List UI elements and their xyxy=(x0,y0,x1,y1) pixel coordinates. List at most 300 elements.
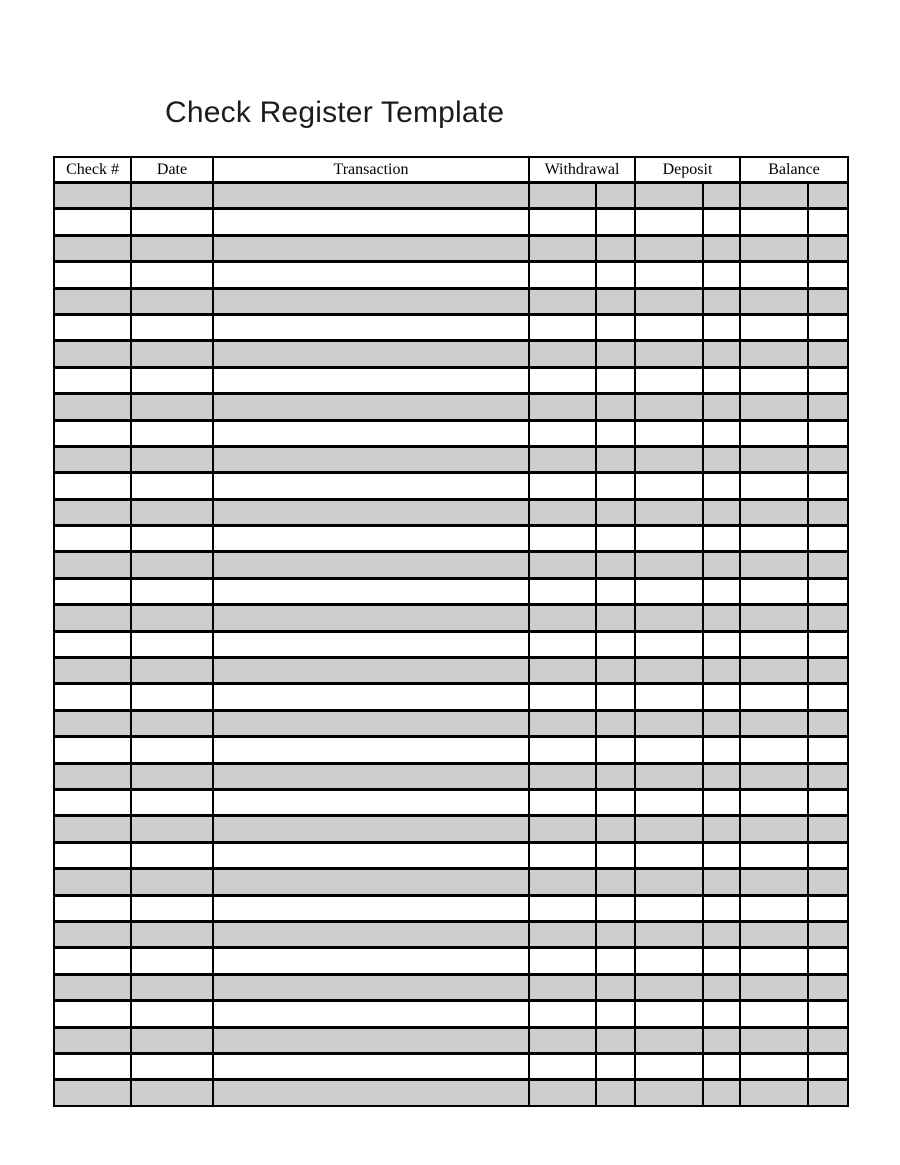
register-cell-empty[interactable] xyxy=(703,262,740,288)
register-cell-empty[interactable] xyxy=(808,948,848,974)
register-cell-empty[interactable] xyxy=(635,1001,703,1027)
register-cell-empty[interactable] xyxy=(54,446,131,472)
register-cell-empty[interactable] xyxy=(131,341,213,367)
register-cell-empty[interactable] xyxy=(596,842,635,868)
register-cell-empty[interactable] xyxy=(635,473,703,499)
register-cell-empty[interactable] xyxy=(529,737,596,763)
register-cell-empty[interactable] xyxy=(635,499,703,525)
register-cell-empty[interactable] xyxy=(740,341,808,367)
register-cell-empty[interactable] xyxy=(703,552,740,578)
register-cell-empty[interactable] xyxy=(131,605,213,631)
register-cell-empty[interactable] xyxy=(808,737,848,763)
register-cell-empty[interactable] xyxy=(213,420,529,446)
register-cell-empty[interactable] xyxy=(740,895,808,921)
register-cell-empty[interactable] xyxy=(54,895,131,921)
register-cell-empty[interactable] xyxy=(596,1080,635,1106)
register-cell-empty[interactable] xyxy=(703,1080,740,1106)
register-cell-empty[interactable] xyxy=(703,314,740,340)
register-cell-empty[interactable] xyxy=(213,578,529,604)
register-cell-empty[interactable] xyxy=(740,314,808,340)
register-cell-empty[interactable] xyxy=(131,1001,213,1027)
register-cell-empty[interactable] xyxy=(596,789,635,815)
register-cell-empty[interactable] xyxy=(635,552,703,578)
register-cell-empty[interactable] xyxy=(131,526,213,552)
register-cell-empty[interactable] xyxy=(635,1080,703,1106)
register-cell-empty[interactable] xyxy=(635,1053,703,1079)
register-cell-empty[interactable] xyxy=(54,552,131,578)
register-cell-empty[interactable] xyxy=(529,209,596,235)
register-cell-empty[interactable] xyxy=(596,763,635,789)
register-cell-empty[interactable] xyxy=(808,658,848,684)
register-cell-empty[interactable] xyxy=(596,895,635,921)
register-cell-empty[interactable] xyxy=(740,526,808,552)
register-cell-empty[interactable] xyxy=(635,710,703,736)
register-cell-empty[interactable] xyxy=(703,578,740,604)
register-cell-empty[interactable] xyxy=(596,209,635,235)
register-cell-empty[interactable] xyxy=(529,684,596,710)
register-cell-empty[interactable] xyxy=(808,262,848,288)
register-cell-empty[interactable] xyxy=(131,367,213,393)
register-cell-empty[interactable] xyxy=(596,869,635,895)
register-cell-empty[interactable] xyxy=(596,262,635,288)
register-cell-empty[interactable] xyxy=(808,921,848,947)
register-cell-empty[interactable] xyxy=(703,710,740,736)
register-cell-empty[interactable] xyxy=(703,183,740,209)
register-cell-empty[interactable] xyxy=(808,789,848,815)
register-cell-empty[interactable] xyxy=(635,1027,703,1053)
register-cell-empty[interactable] xyxy=(703,869,740,895)
register-cell-empty[interactable] xyxy=(131,314,213,340)
register-cell-empty[interactable] xyxy=(596,658,635,684)
register-cell-empty[interactable] xyxy=(596,1053,635,1079)
register-cell-empty[interactable] xyxy=(131,1053,213,1079)
register-cell-empty[interactable] xyxy=(740,446,808,472)
register-cell-empty[interactable] xyxy=(596,948,635,974)
register-cell-empty[interactable] xyxy=(529,789,596,815)
register-cell-empty[interactable] xyxy=(54,816,131,842)
register-cell-empty[interactable] xyxy=(808,605,848,631)
register-cell-empty[interactable] xyxy=(596,1027,635,1053)
register-cell-empty[interactable] xyxy=(131,209,213,235)
register-cell-empty[interactable] xyxy=(635,895,703,921)
register-cell-empty[interactable] xyxy=(808,842,848,868)
register-cell-empty[interactable] xyxy=(596,710,635,736)
register-cell-empty[interactable] xyxy=(213,974,529,1000)
register-cell-empty[interactable] xyxy=(529,394,596,420)
register-cell-empty[interactable] xyxy=(808,1080,848,1106)
register-cell-empty[interactable] xyxy=(131,183,213,209)
register-cell-empty[interactable] xyxy=(131,842,213,868)
register-cell-empty[interactable] xyxy=(54,763,131,789)
register-cell-empty[interactable] xyxy=(213,235,529,261)
register-cell-empty[interactable] xyxy=(635,789,703,815)
register-cell-empty[interactable] xyxy=(213,1080,529,1106)
register-cell-empty[interactable] xyxy=(740,631,808,657)
register-cell-empty[interactable] xyxy=(740,974,808,1000)
register-cell-empty[interactable] xyxy=(740,684,808,710)
register-cell-empty[interactable] xyxy=(596,578,635,604)
register-cell-empty[interactable] xyxy=(703,684,740,710)
register-cell-empty[interactable] xyxy=(54,842,131,868)
register-cell-empty[interactable] xyxy=(703,974,740,1000)
register-cell-empty[interactable] xyxy=(596,816,635,842)
register-cell-empty[interactable] xyxy=(213,341,529,367)
register-cell-empty[interactable] xyxy=(808,420,848,446)
register-cell-empty[interactable] xyxy=(703,235,740,261)
register-cell-empty[interactable] xyxy=(213,816,529,842)
register-cell-empty[interactable] xyxy=(596,394,635,420)
register-cell-empty[interactable] xyxy=(596,921,635,947)
register-cell-empty[interactable] xyxy=(213,314,529,340)
register-cell-empty[interactable] xyxy=(635,367,703,393)
register-cell-empty[interactable] xyxy=(808,1027,848,1053)
register-cell-empty[interactable] xyxy=(529,921,596,947)
register-cell-empty[interactable] xyxy=(529,631,596,657)
register-cell-empty[interactable] xyxy=(740,948,808,974)
register-cell-empty[interactable] xyxy=(529,974,596,1000)
register-cell-empty[interactable] xyxy=(740,1001,808,1027)
register-cell-empty[interactable] xyxy=(131,789,213,815)
register-cell-empty[interactable] xyxy=(808,710,848,736)
register-cell-empty[interactable] xyxy=(740,869,808,895)
register-cell-empty[interactable] xyxy=(808,341,848,367)
register-cell-empty[interactable] xyxy=(635,816,703,842)
register-cell-empty[interactable] xyxy=(213,288,529,314)
register-cell-empty[interactable] xyxy=(54,1080,131,1106)
register-cell-empty[interactable] xyxy=(529,314,596,340)
register-cell-empty[interactable] xyxy=(529,1080,596,1106)
register-cell-empty[interactable] xyxy=(131,262,213,288)
register-cell-empty[interactable] xyxy=(635,737,703,763)
register-cell-empty[interactable] xyxy=(808,526,848,552)
register-cell-empty[interactable] xyxy=(808,183,848,209)
register-cell-empty[interactable] xyxy=(529,1053,596,1079)
register-cell-empty[interactable] xyxy=(740,921,808,947)
register-cell-empty[interactable] xyxy=(740,473,808,499)
register-cell-empty[interactable] xyxy=(54,974,131,1000)
register-cell-empty[interactable] xyxy=(740,235,808,261)
register-cell-empty[interactable] xyxy=(529,526,596,552)
register-cell-empty[interactable] xyxy=(635,948,703,974)
register-cell-empty[interactable] xyxy=(529,235,596,261)
register-cell-empty[interactable] xyxy=(808,763,848,789)
register-cell-empty[interactable] xyxy=(596,631,635,657)
register-cell-empty[interactable] xyxy=(213,499,529,525)
register-cell-empty[interactable] xyxy=(131,737,213,763)
register-cell-empty[interactable] xyxy=(703,288,740,314)
register-cell-empty[interactable] xyxy=(529,1027,596,1053)
register-cell-empty[interactable] xyxy=(213,473,529,499)
register-cell-empty[interactable] xyxy=(131,446,213,472)
register-cell-empty[interactable] xyxy=(703,209,740,235)
register-cell-empty[interactable] xyxy=(703,737,740,763)
register-cell-empty[interactable] xyxy=(54,526,131,552)
register-cell-empty[interactable] xyxy=(703,658,740,684)
register-cell-empty[interactable] xyxy=(131,1027,213,1053)
register-cell-empty[interactable] xyxy=(213,737,529,763)
register-cell-empty[interactable] xyxy=(703,473,740,499)
register-cell-empty[interactable] xyxy=(808,552,848,578)
register-cell-empty[interactable] xyxy=(740,1080,808,1106)
register-cell-empty[interactable] xyxy=(703,394,740,420)
register-cell-empty[interactable] xyxy=(635,631,703,657)
register-cell-empty[interactable] xyxy=(529,262,596,288)
register-cell-empty[interactable] xyxy=(596,473,635,499)
register-cell-empty[interactable] xyxy=(131,631,213,657)
register-cell-empty[interactable] xyxy=(131,552,213,578)
register-cell-empty[interactable] xyxy=(54,341,131,367)
register-cell-empty[interactable] xyxy=(635,526,703,552)
register-cell-empty[interactable] xyxy=(808,684,848,710)
register-cell-empty[interactable] xyxy=(529,710,596,736)
register-cell-empty[interactable] xyxy=(635,341,703,367)
register-cell-empty[interactable] xyxy=(740,710,808,736)
register-cell-empty[interactable] xyxy=(635,605,703,631)
register-cell-empty[interactable] xyxy=(131,921,213,947)
register-cell-empty[interactable] xyxy=(529,1001,596,1027)
register-cell-empty[interactable] xyxy=(213,183,529,209)
register-cell-empty[interactable] xyxy=(54,235,131,261)
register-cell-empty[interactable] xyxy=(131,869,213,895)
register-cell-empty[interactable] xyxy=(131,895,213,921)
register-cell-empty[interactable] xyxy=(54,394,131,420)
register-cell-empty[interactable] xyxy=(213,526,529,552)
register-cell-empty[interactable] xyxy=(635,578,703,604)
register-cell-empty[interactable] xyxy=(131,288,213,314)
register-cell-empty[interactable] xyxy=(213,446,529,472)
register-cell-empty[interactable] xyxy=(740,605,808,631)
register-cell-empty[interactable] xyxy=(740,842,808,868)
register-cell-empty[interactable] xyxy=(596,737,635,763)
register-cell-empty[interactable] xyxy=(54,605,131,631)
register-cell-empty[interactable] xyxy=(635,684,703,710)
register-cell-empty[interactable] xyxy=(131,684,213,710)
register-cell-empty[interactable] xyxy=(596,446,635,472)
register-cell-empty[interactable] xyxy=(740,552,808,578)
register-cell-empty[interactable] xyxy=(596,314,635,340)
register-cell-empty[interactable] xyxy=(54,473,131,499)
register-cell-empty[interactable] xyxy=(596,341,635,367)
register-cell-empty[interactable] xyxy=(131,658,213,684)
register-cell-empty[interactable] xyxy=(808,288,848,314)
register-cell-empty[interactable] xyxy=(54,499,131,525)
register-cell-empty[interactable] xyxy=(213,789,529,815)
register-cell-empty[interactable] xyxy=(808,446,848,472)
register-cell-empty[interactable] xyxy=(54,1053,131,1079)
register-cell-empty[interactable] xyxy=(54,420,131,446)
register-cell-empty[interactable] xyxy=(808,235,848,261)
register-cell-empty[interactable] xyxy=(740,763,808,789)
register-cell-empty[interactable] xyxy=(213,710,529,736)
register-cell-empty[interactable] xyxy=(740,578,808,604)
register-cell-empty[interactable] xyxy=(213,658,529,684)
register-cell-empty[interactable] xyxy=(131,763,213,789)
register-cell-empty[interactable] xyxy=(703,789,740,815)
register-cell-empty[interactable] xyxy=(596,235,635,261)
register-cell-empty[interactable] xyxy=(213,552,529,578)
register-cell-empty[interactable] xyxy=(740,1027,808,1053)
register-cell-empty[interactable] xyxy=(703,605,740,631)
register-cell-empty[interactable] xyxy=(213,1001,529,1027)
register-cell-empty[interactable] xyxy=(529,842,596,868)
register-cell-empty[interactable] xyxy=(740,183,808,209)
register-cell-empty[interactable] xyxy=(529,446,596,472)
register-cell-empty[interactable] xyxy=(131,1080,213,1106)
register-cell-empty[interactable] xyxy=(635,446,703,472)
register-cell-empty[interactable] xyxy=(740,789,808,815)
register-cell-empty[interactable] xyxy=(54,209,131,235)
register-cell-empty[interactable] xyxy=(131,710,213,736)
register-cell-empty[interactable] xyxy=(635,921,703,947)
register-cell-empty[interactable] xyxy=(131,578,213,604)
register-cell-empty[interactable] xyxy=(213,921,529,947)
register-cell-empty[interactable] xyxy=(131,235,213,261)
register-cell-empty[interactable] xyxy=(131,420,213,446)
register-cell-empty[interactable] xyxy=(596,1001,635,1027)
register-cell-empty[interactable] xyxy=(635,658,703,684)
register-cell-empty[interactable] xyxy=(54,631,131,657)
register-cell-empty[interactable] xyxy=(703,446,740,472)
register-cell-empty[interactable] xyxy=(54,869,131,895)
register-cell-empty[interactable] xyxy=(54,288,131,314)
register-cell-empty[interactable] xyxy=(740,816,808,842)
register-cell-empty[interactable] xyxy=(808,631,848,657)
register-cell-empty[interactable] xyxy=(808,367,848,393)
register-cell-empty[interactable] xyxy=(529,605,596,631)
register-cell-empty[interactable] xyxy=(213,1027,529,1053)
register-cell-empty[interactable] xyxy=(635,842,703,868)
register-cell-empty[interactable] xyxy=(808,1053,848,1079)
register-cell-empty[interactable] xyxy=(808,816,848,842)
register-cell-empty[interactable] xyxy=(54,1001,131,1027)
register-cell-empty[interactable] xyxy=(529,341,596,367)
register-cell-empty[interactable] xyxy=(740,262,808,288)
register-cell-empty[interactable] xyxy=(596,684,635,710)
register-cell-empty[interactable] xyxy=(703,921,740,947)
register-cell-empty[interactable] xyxy=(635,869,703,895)
register-cell-empty[interactable] xyxy=(54,684,131,710)
register-cell-empty[interactable] xyxy=(703,631,740,657)
register-cell-empty[interactable] xyxy=(529,763,596,789)
register-cell-empty[interactable] xyxy=(740,1053,808,1079)
register-cell-empty[interactable] xyxy=(213,209,529,235)
register-cell-empty[interactable] xyxy=(596,499,635,525)
register-cell-empty[interactable] xyxy=(54,578,131,604)
register-cell-empty[interactable] xyxy=(213,605,529,631)
register-cell-empty[interactable] xyxy=(529,499,596,525)
register-cell-empty[interactable] xyxy=(213,631,529,657)
register-cell-empty[interactable] xyxy=(808,394,848,420)
register-cell-empty[interactable] xyxy=(808,974,848,1000)
register-cell-empty[interactable] xyxy=(740,367,808,393)
register-cell-empty[interactable] xyxy=(703,763,740,789)
register-cell-empty[interactable] xyxy=(703,842,740,868)
register-cell-empty[interactable] xyxy=(131,394,213,420)
register-cell-empty[interactable] xyxy=(529,578,596,604)
register-cell-empty[interactable] xyxy=(596,367,635,393)
register-cell-empty[interactable] xyxy=(596,605,635,631)
register-cell-empty[interactable] xyxy=(808,499,848,525)
register-cell-empty[interactable] xyxy=(596,552,635,578)
register-cell-empty[interactable] xyxy=(740,394,808,420)
register-cell-empty[interactable] xyxy=(529,552,596,578)
register-cell-empty[interactable] xyxy=(54,262,131,288)
register-cell-empty[interactable] xyxy=(596,526,635,552)
register-cell-empty[interactable] xyxy=(54,710,131,736)
register-cell-empty[interactable] xyxy=(213,948,529,974)
register-cell-empty[interactable] xyxy=(703,816,740,842)
register-cell-empty[interactable] xyxy=(703,948,740,974)
register-cell-empty[interactable] xyxy=(213,262,529,288)
register-cell-empty[interactable] xyxy=(596,288,635,314)
register-cell-empty[interactable] xyxy=(54,367,131,393)
register-cell-empty[interactable] xyxy=(529,473,596,499)
register-cell-empty[interactable] xyxy=(635,394,703,420)
register-cell-empty[interactable] xyxy=(213,763,529,789)
register-cell-empty[interactable] xyxy=(529,948,596,974)
register-cell-empty[interactable] xyxy=(54,1027,131,1053)
register-cell-empty[interactable] xyxy=(635,235,703,261)
register-cell-empty[interactable] xyxy=(529,658,596,684)
register-cell-empty[interactable] xyxy=(740,737,808,763)
register-cell-empty[interactable] xyxy=(635,974,703,1000)
register-cell-empty[interactable] xyxy=(213,869,529,895)
register-cell-empty[interactable] xyxy=(596,420,635,446)
register-cell-empty[interactable] xyxy=(808,869,848,895)
register-cell-empty[interactable] xyxy=(54,183,131,209)
register-cell-empty[interactable] xyxy=(635,209,703,235)
register-cell-empty[interactable] xyxy=(529,183,596,209)
register-cell-empty[interactable] xyxy=(703,1053,740,1079)
register-cell-empty[interactable] xyxy=(740,658,808,684)
register-cell-empty[interactable] xyxy=(131,473,213,499)
register-cell-empty[interactable] xyxy=(740,209,808,235)
register-cell-empty[interactable] xyxy=(131,948,213,974)
register-cell-empty[interactable] xyxy=(131,816,213,842)
register-cell-empty[interactable] xyxy=(529,895,596,921)
register-cell-empty[interactable] xyxy=(808,209,848,235)
register-cell-empty[interactable] xyxy=(635,420,703,446)
register-cell-empty[interactable] xyxy=(808,578,848,604)
register-cell-empty[interactable] xyxy=(213,1053,529,1079)
register-cell-empty[interactable] xyxy=(703,1027,740,1053)
register-cell-empty[interactable] xyxy=(54,737,131,763)
register-cell-empty[interactable] xyxy=(529,869,596,895)
register-cell-empty[interactable] xyxy=(740,499,808,525)
register-cell-empty[interactable] xyxy=(213,394,529,420)
register-cell-empty[interactable] xyxy=(213,842,529,868)
register-cell-empty[interactable] xyxy=(213,684,529,710)
register-cell-empty[interactable] xyxy=(635,183,703,209)
register-cell-empty[interactable] xyxy=(808,314,848,340)
register-cell-empty[interactable] xyxy=(740,288,808,314)
register-cell-empty[interactable] xyxy=(703,499,740,525)
register-cell-empty[interactable] xyxy=(808,1001,848,1027)
register-cell-empty[interactable] xyxy=(529,288,596,314)
register-cell-empty[interactable] xyxy=(635,763,703,789)
register-cell-empty[interactable] xyxy=(703,367,740,393)
register-cell-empty[interactable] xyxy=(54,948,131,974)
register-cell-empty[interactable] xyxy=(131,499,213,525)
register-cell-empty[interactable] xyxy=(529,816,596,842)
register-cell-empty[interactable] xyxy=(703,895,740,921)
register-cell-empty[interactable] xyxy=(740,420,808,446)
register-cell-empty[interactable] xyxy=(596,183,635,209)
register-cell-empty[interactable] xyxy=(529,420,596,446)
register-cell-empty[interactable] xyxy=(213,367,529,393)
register-cell-empty[interactable] xyxy=(703,341,740,367)
register-cell-empty[interactable] xyxy=(529,367,596,393)
